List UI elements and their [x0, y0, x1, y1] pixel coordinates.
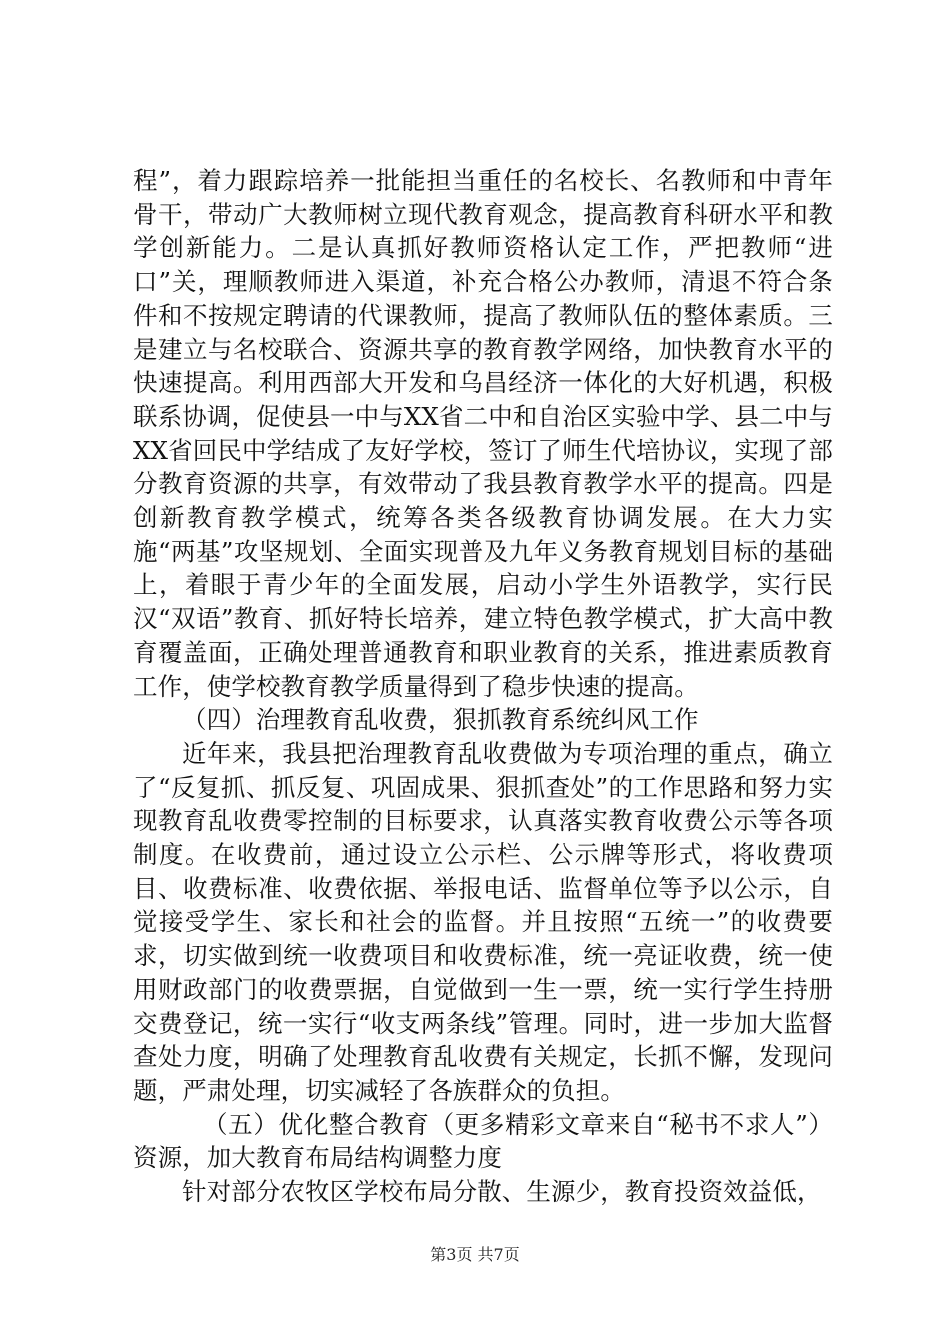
page-footer: 第3页 共7页 [430, 1245, 520, 1264]
paragraph-fee-governance: 近年来，我县把治理教育乱收费做为专项治理的重点，确立了“反复抓、抓反复、巩固成果、狠抓查处”的工作思路和努力实现教育乱收费零控制的目标要求，认真落实教育收费公示等各项制度。在收费前，通过设立公示栏、公示牌等形式，将收费项目、收费标准、收费依据、举报电话、监督单位等予以公示，自觉接受学生、家长和社会的监督。并且按照“五统一”的收费要求，切实做到统一收费项目和收费标准，统一亮证收费，统一使用财政部门的收费票据，自觉做到一生一票，统一实行学生持册交费登记，统一实行“收支两条线”管理。同时，进一步加大监督查处力度，明确了处理教育乱收费有关规定，长抓不懈，发现问题，严肃处理，切实减轻了各族群众的负担。 [133, 738, 833, 1105]
section-heading-4: （四）治理教育乱收费，狠抓教育系统纠风工作 [182, 705, 699, 735]
paragraph-continuation: 程”，着力跟踪培养一批能担当重任的名校长、名教师和中青年骨干，带动广大教师树立现代教育观念，提高教育科研水平和教学创新能力。二是认真抓好教师资格认定工作，严把教师“进口”关，理顺教师进入渠道，补充合格公办教师，清退不符合条件和不按规定聘请的代课教师，提高了教师队伍的整体素质。三是建立与名校联合、资源共享的教育教学网络，加快教育水平的快速提高。利用西部大开发和乌昌经济一体化的大好机遇，积极联系协调，促使县一中与XX省二中和自治区实验中学、县二中与XX省回民中学结成了友好学校，签订了师生代培协议，实现了部分教育资源的共享，有效带动了我县教育教学水平的提高。四是创新教育教学模式，统筹各类各级教育协调发展。在大力实施“两基”攻坚规划、全面实现普及九年义务教育规划目标的基础上，着眼于青少年的全面发展，启动小学生外语教学，实行民汉“双语”教育、抓好特长培养，建立特色教学模式，扩大高中教育覆盖面，正确处理普通教育和职业教育的关系，推进素质教育工作，使学校教育教学质量得到了稳步快速的提高。 [133, 166, 833, 701]
section-heading-5: （五）优化整合教育（更多精彩文章来自“秘书不求人”）资源，加大教育布局结构调整力度 [133, 1109, 833, 1173]
paragraph-layout-adjustment: 针对部分农牧区学校布局分散、生源少，教育投资效益低， [182, 1177, 822, 1207]
document-body [133, 164, 833, 1209]
